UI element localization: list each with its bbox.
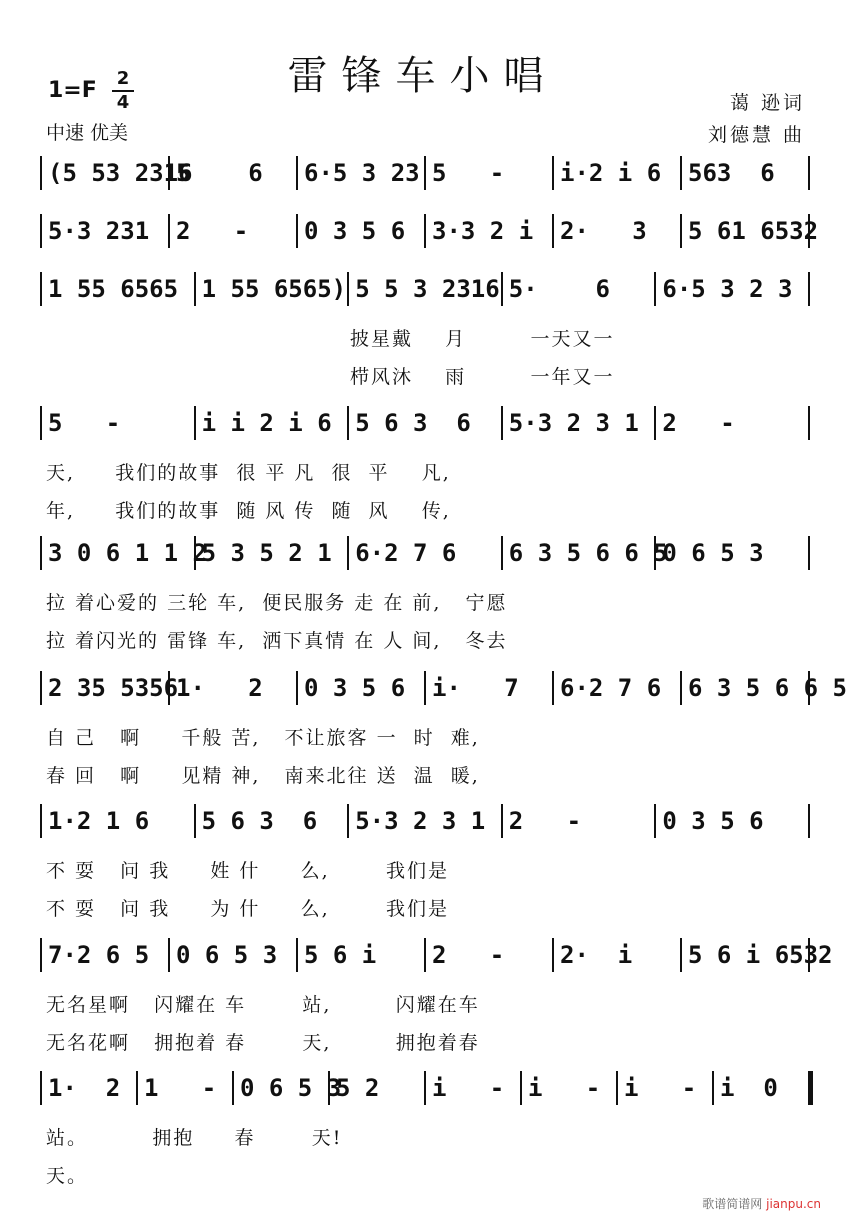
barline	[168, 214, 170, 248]
barline	[552, 938, 554, 972]
measure: 2 -	[176, 217, 249, 245]
measure: 5 6 3 6	[201, 807, 318, 835]
measure: 5 61 6532	[688, 217, 819, 245]
measure: 5 6 i 6532	[688, 941, 833, 969]
measure: i -	[528, 1074, 601, 1102]
barline	[40, 406, 42, 440]
measure: i·2 i 6	[560, 159, 662, 187]
lyric-line: 披星戴 月 一天又一	[350, 328, 615, 350]
measure: 0 6 5 3	[662, 539, 764, 567]
measure: 563 6	[688, 159, 775, 187]
measure: 5 -	[48, 409, 121, 437]
measure: 5 5 3 2316	[355, 275, 500, 303]
barline	[347, 804, 349, 838]
barline	[552, 156, 554, 190]
barline	[680, 156, 682, 190]
barline	[40, 536, 42, 570]
barline	[296, 671, 298, 705]
lyric-line: 无名花啊 拥抱着 春 天, 拥抱着春	[46, 1032, 480, 1054]
measure: 2· 3	[560, 217, 647, 245]
barline	[680, 671, 682, 705]
measure: 0 3 5 6	[304, 217, 406, 245]
barline	[347, 406, 349, 440]
barline	[136, 1071, 138, 1105]
tempo-marking: 中速 优美	[46, 122, 129, 144]
measure: i -	[432, 1074, 505, 1102]
barline	[552, 671, 554, 705]
barline	[40, 938, 42, 972]
barline	[424, 214, 426, 248]
barline	[501, 272, 503, 306]
measure: 5·3 2 3 1	[508, 409, 639, 437]
barline	[40, 804, 42, 838]
lyric-line: 天。	[46, 1165, 89, 1187]
measure: 0 6 5 3	[240, 1074, 342, 1102]
barline	[40, 1071, 42, 1105]
measure: 5 6	[176, 159, 263, 187]
measure: i 0	[720, 1074, 778, 1102]
measure: 6 3 5 6 6 5	[688, 674, 847, 702]
time-sig-top: 2	[116, 68, 130, 89]
lyric-line: 天, 我们的故事 很 平 凡 很 平 凡,	[46, 462, 451, 484]
barline	[808, 804, 810, 838]
barline	[654, 406, 656, 440]
measure: 6·2 7 6	[355, 539, 457, 567]
barline	[424, 1071, 426, 1105]
measure: 6·5 3 23	[304, 159, 420, 187]
barline	[616, 1071, 618, 1105]
watermark	[702, 1195, 821, 1212]
page-title: 雷锋车小唱	[287, 53, 558, 99]
barline	[501, 804, 503, 838]
watermark-site: 歌谱简谱网	[702, 1197, 763, 1211]
measure: 3·3 2 i	[432, 217, 534, 245]
barline	[501, 536, 503, 570]
measure: i i 2 i 6	[201, 409, 332, 437]
measure: 1 -	[144, 1074, 217, 1102]
barline	[347, 272, 349, 306]
measure: 0 6 5 3	[176, 941, 278, 969]
measure: 5· 6	[508, 275, 610, 303]
barline	[232, 1071, 234, 1105]
measure: 1 55 6565	[48, 275, 179, 303]
barline	[808, 406, 810, 440]
measure: 2· i	[560, 941, 633, 969]
measure: 2 -	[662, 409, 735, 437]
barline	[347, 536, 349, 570]
barline	[40, 272, 42, 306]
measure: i -	[624, 1074, 697, 1102]
barline	[40, 156, 42, 190]
barline	[168, 938, 170, 972]
measure: 5·3 231	[48, 217, 150, 245]
lyric-line: 不 耍 问 我 姓 什 么, 我们是	[46, 860, 449, 882]
composer-credit: 刘德慧 曲	[707, 124, 805, 146]
measure: 5 2	[336, 1074, 380, 1102]
barline	[501, 406, 503, 440]
measure: 2 -	[432, 941, 505, 969]
barline	[680, 214, 682, 248]
lyric-line: 春 回 啊 见精 神, 南来北往 送 温 暖,	[46, 765, 480, 787]
measure: 2 35 5356	[48, 674, 179, 702]
lyric-line: 不 耍 问 我 为 什 么, 我们是	[46, 898, 449, 920]
lyric-line: 栉风沐 雨 一年又一	[350, 366, 615, 388]
measure: 5 3 5 2 1	[201, 539, 332, 567]
barline	[808, 156, 810, 190]
measure: 1·2 1 6	[48, 807, 150, 835]
measure: 2 -	[508, 807, 582, 835]
measure: 6 3 5 6 6 5	[508, 539, 668, 567]
barline	[680, 938, 682, 972]
lyric-line: 无名星啊 闪耀在 车 站, 闪耀在车	[46, 994, 480, 1016]
measure: 5 6 3 6	[355, 409, 471, 437]
barline	[552, 214, 554, 248]
lyricist-credit: 蔼 逊词	[729, 92, 805, 114]
measure: i· 7	[432, 674, 519, 702]
lyric-line: 拉 着心爱的 三轮 车, 便民服务 走 在 前, 宁愿	[46, 592, 508, 614]
barline	[654, 804, 656, 838]
barline	[296, 938, 298, 972]
barline	[194, 406, 196, 440]
lyric-line: 站。 拥抱 春 天!	[46, 1127, 343, 1149]
measure: 0 3 5 6	[304, 674, 406, 702]
time-sig-bottom: 4	[116, 92, 130, 113]
barline	[808, 536, 810, 570]
measure: 6·5 3 2 3	[662, 275, 793, 303]
barline	[40, 214, 42, 248]
measure: 1· 2	[176, 674, 263, 702]
barline	[808, 1071, 813, 1105]
lyric-line: 拉 着闪光的 雷锋 车, 洒下真情 在 人 间, 冬去	[46, 630, 508, 652]
measure: 6·2 7 6	[560, 674, 662, 702]
lyric-line: 年, 我们的故事 随 风 传 随 风 传,	[46, 500, 451, 522]
measure: 1 55 6565)	[201, 275, 347, 303]
measure: 0 3 5 6	[662, 807, 764, 835]
measure: 5 -	[432, 159, 505, 187]
barline	[296, 214, 298, 248]
watermark-url: jianpu.cn	[766, 1197, 821, 1211]
barline	[296, 156, 298, 190]
barline	[424, 671, 426, 705]
barline	[424, 156, 426, 190]
measure: 5 6 i	[304, 941, 377, 969]
key-signature: 1=F	[48, 78, 97, 103]
measure: 7·2 6 5	[48, 941, 150, 969]
barline	[712, 1071, 714, 1105]
barline	[520, 1071, 522, 1105]
barline	[424, 938, 426, 972]
barline	[194, 804, 196, 838]
barline	[40, 671, 42, 705]
barline	[808, 272, 810, 306]
barline	[654, 272, 656, 306]
barline	[194, 272, 196, 306]
measure: 1· 2	[48, 1074, 121, 1102]
measure: 5·3 2 3 1	[355, 807, 486, 835]
lyric-line: 自 己 啊 千般 苦, 不让旅客 一 时 难,	[46, 727, 480, 749]
measure: (5 53 2316	[48, 159, 193, 187]
measure: 3 0 6 1 1 2	[48, 539, 207, 567]
